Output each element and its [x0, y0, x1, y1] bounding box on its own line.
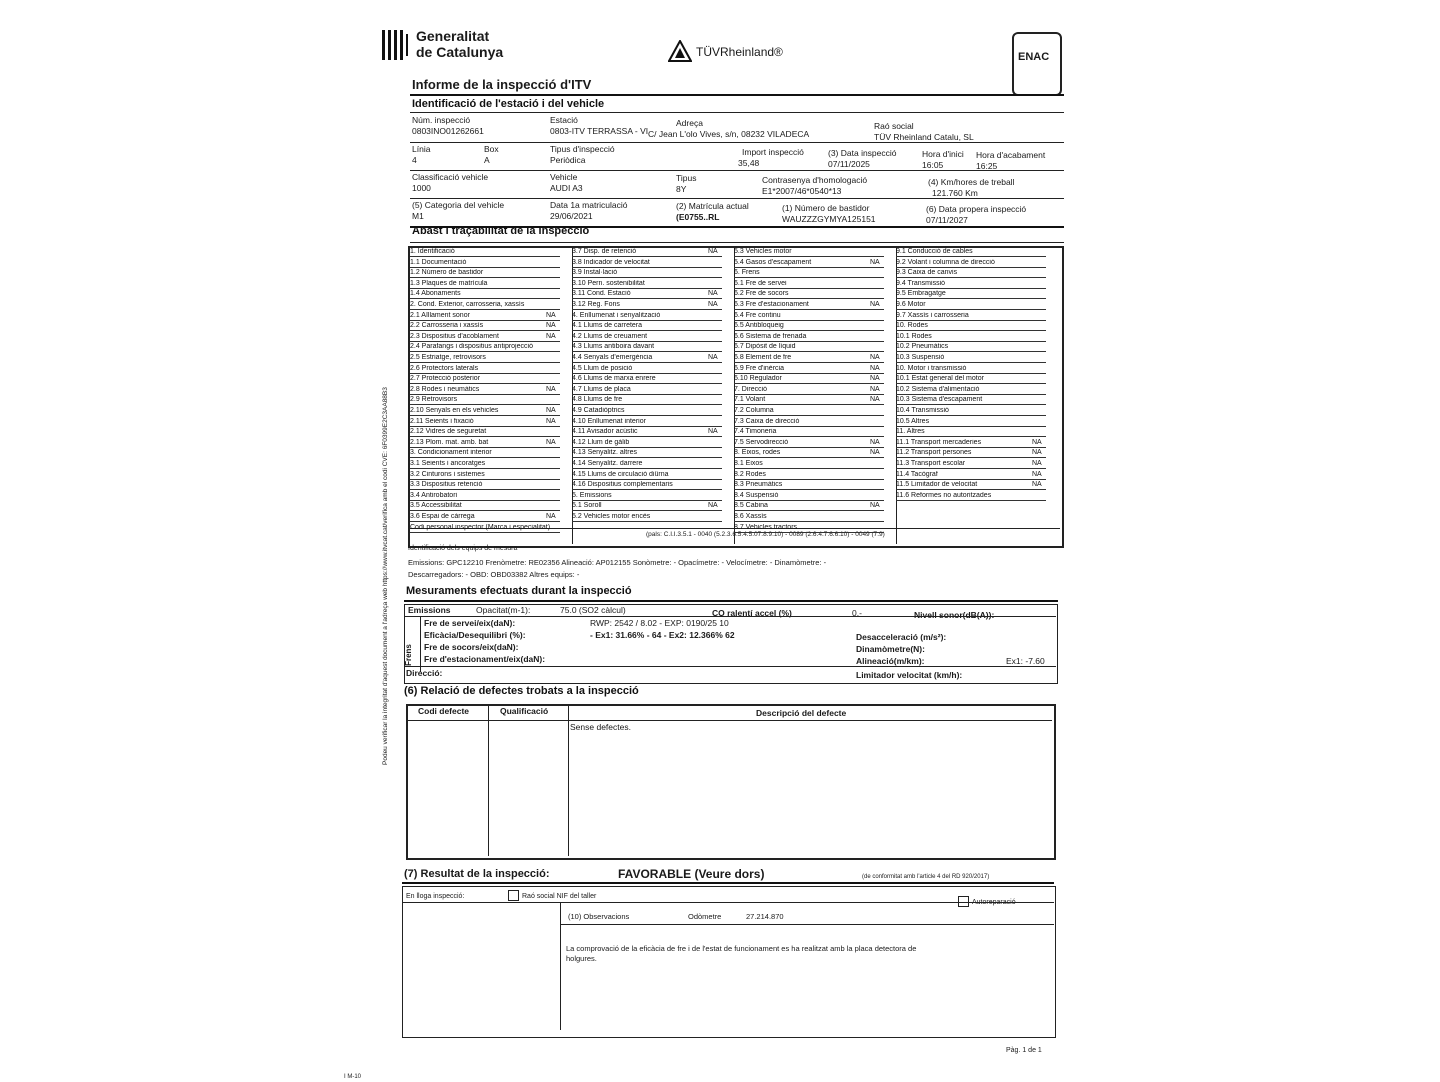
- itv-report-page: [344, 20, 1066, 1080]
- abast-item: 10. Motor i transmissió: [896, 365, 1046, 374]
- abast-item: 10.4 Transmissió: [896, 407, 1046, 416]
- vehicle-value: AUDI A3: [550, 183, 583, 193]
- abast-item: 4.3 Llums antiboira davant: [572, 343, 722, 352]
- co-label: CO ralentí accel (%): [712, 608, 792, 618]
- fre-servei-label: Fre de servei/eix(daN):: [424, 618, 516, 628]
- na-mark: NA: [546, 322, 556, 330]
- col-qualificacio: Qualificació: [500, 706, 549, 716]
- opacitat-label: Opacitat(m-1):: [476, 605, 531, 615]
- tipus-veh-value: 8Y: [676, 184, 687, 194]
- opacitat-value: 75.0 (SO2 càlcul): [560, 605, 626, 615]
- na-mark: NA: [546, 407, 556, 414]
- abast-item: 6.8 Element de fre: [734, 354, 884, 363]
- abast-item: 2.13 Plom. mat. amb. bat: [410, 439, 560, 448]
- abast-item: 4.10 Enllumenat interior: [572, 418, 722, 427]
- abast-item: 11.3 Transport escolar: [896, 460, 1046, 469]
- abast-item: 4.4 Senyals d'emergència: [572, 354, 722, 363]
- abast-item: 10.3 Sistema d'escapament: [896, 396, 1046, 405]
- na-mark: NA: [708, 428, 718, 436]
- classif-value: 1000: [412, 183, 431, 193]
- raosocial-taller-label: Raó social NIF del taller: [522, 893, 597, 900]
- hora-inici-value: 16:05: [922, 160, 944, 170]
- footer-code: I M-10: [344, 1074, 362, 1080]
- fre-servei-value: RWP: 2542 / 8.02 - EXP: 0190/25 10: [590, 618, 729, 628]
- adreca-label: Adreça: [676, 118, 703, 128]
- abast-item: 4.1 Llums de carretera: [572, 322, 722, 331]
- abast-item: 3.1 Seients i ancoratges: [410, 460, 560, 469]
- na-mark: NA: [708, 502, 718, 510]
- abast-item: 4.9 Catadiòptrics: [572, 407, 722, 416]
- abast-item: 9.1 Conducció de cables: [896, 248, 1046, 257]
- enac-seal: [1012, 32, 1062, 96]
- odometre-value: 27.214.870: [746, 912, 784, 921]
- abast-item: 9.7 Xassís i carrosseria: [896, 312, 1046, 321]
- abast-item: 4.15 Llums de circulació diürna: [572, 471, 722, 480]
- bastidor-value: WAUZZZGYMYA125151: [782, 214, 876, 224]
- abast-item: 2.4 Parafangs i dispositius antiprojecció: [410, 343, 560, 352]
- velocitat-label: Limitador velocitat (km/h):: [856, 670, 963, 680]
- abast-item: 4.8 Llums de fre: [572, 396, 722, 405]
- org-name-line2: de Catalunya: [416, 44, 504, 60]
- categoria-value: M1: [412, 211, 424, 221]
- resultat-label: (7) Resultat de la inspecció:: [404, 868, 550, 880]
- section-identificacio: Identificació de l'estació i del vehicle: [412, 98, 605, 110]
- col-codi-defecte: Codi defecte: [418, 706, 470, 716]
- abast-item: 2.2 Carrosseria i xassís: [410, 322, 560, 331]
- adreca-value: C/ Jean L'olo Vives, s/n, 08232 VILADECA: [648, 129, 810, 139]
- abast-item: 3.8 Indicador de velocitat: [572, 259, 722, 268]
- abast-item: 1.2 Número de bastidor: [410, 269, 560, 278]
- na-mark: NA: [870, 258, 880, 266]
- abast-item: 1.1 Documentació: [410, 259, 560, 268]
- abast-item: 6.10 Regulador: [734, 375, 884, 384]
- abast-item: 7.4 Timoneria: [734, 428, 884, 437]
- km-value: 121.760 Km: [932, 188, 978, 198]
- linia-label: Línia: [412, 144, 431, 154]
- tuv-triangle-icon: [668, 40, 692, 62]
- raosocial-value: TÜV Rheinland Catalu, SL: [874, 132, 974, 142]
- box-value: A: [484, 155, 490, 165]
- matric-date-value: 29/06/2021: [550, 211, 593, 221]
- abast-item: 5. Emissions: [572, 492, 722, 501]
- na-mark: NA: [546, 332, 556, 340]
- abast-item: 4.12 Llum de gàlib: [572, 439, 722, 448]
- abast-item: 10.2 Sistema d'alimentació: [896, 386, 1046, 395]
- contrasenya-label: Contrasenya d'homologació: [762, 175, 868, 185]
- abast-item: 6.9 Fre d'inèrcia: [734, 365, 884, 374]
- enac-logo-text: ENAC: [1018, 51, 1050, 63]
- abast-item: 2.3 Dispositius d'acoblament: [410, 333, 560, 342]
- num-insp-value: 0803INO01262661: [412, 126, 484, 136]
- co-value: 0.-: [852, 608, 862, 618]
- abast-item: 10.1 Estat general del motor: [896, 375, 1046, 384]
- num-insp-label: Núm. inspecció: [412, 115, 471, 125]
- import-value: 35,48: [738, 158, 760, 168]
- abast-item: 9.4 Transmissió: [896, 280, 1046, 289]
- abast-item: 8.5 Cabina: [734, 502, 884, 511]
- abast-item: 3.12 Reg. Fons: [572, 301, 722, 310]
- abast-item: 3.2 Cinturons i sistemes: [410, 471, 560, 480]
- abast-item: 6.5 Antibloqueig: [734, 322, 884, 331]
- socors-label: Fre de socors/eix(daN):: [424, 642, 519, 652]
- km-label: (4) Km/hores de treball: [928, 177, 1015, 187]
- col-descripcio: Descripció del defecte: [756, 708, 847, 718]
- na-mark: NA: [708, 301, 718, 308]
- abast-item: 11.5 Limitador de velocitat: [896, 481, 1046, 490]
- resultat-note: (de conformitat amb l'article 4 del RD 920/2017): [862, 874, 990, 880]
- tipus-insp-label: Tipus d'inspecció: [550, 144, 615, 154]
- signatura-label: En lloga inspecció:: [406, 893, 465, 900]
- abast-item: 3.9 Instal·lació: [572, 269, 722, 278]
- tipus-veh-label: Tipus: [676, 173, 697, 183]
- na-mark: NA: [546, 513, 556, 520]
- abast-item: 6.2 Fre de socors: [734, 290, 884, 299]
- abast-item: 3.11 Cond. Estació: [572, 290, 722, 299]
- abast-item: 3.7 Disp. de retenció: [572, 248, 722, 257]
- abast-item: 4.16 Dispositius complementaris: [572, 481, 722, 490]
- emissions-label: Emissions: [408, 605, 451, 615]
- na-mark: NA: [1032, 449, 1042, 457]
- propera-label: (6) Data propera inspecció: [926, 204, 1027, 214]
- na-mark: NA: [708, 290, 718, 298]
- na-mark: NA: [546, 417, 556, 425]
- generalitat-logo: [380, 28, 410, 62]
- observacions-text-2: holgures.: [566, 954, 597, 963]
- direccio-label: Direcció:: [406, 668, 443, 678]
- abast-item: 8.6 Xassís: [734, 513, 884, 522]
- na-mark: NA: [708, 354, 718, 361]
- abast-item: 8.1 Eixos: [734, 460, 884, 469]
- abast-item: 4.5 Llum de posició: [572, 365, 722, 374]
- abast-item: 3.4 Antirobatori: [410, 492, 560, 501]
- na-mark: NA: [546, 438, 556, 446]
- abast-item: 4.11 Avisador acústic: [572, 428, 722, 437]
- abast-item: 2.10 Senyals en els vehicles: [410, 407, 560, 416]
- abast-item: 9.3 Caixa de canvis: [896, 269, 1046, 278]
- abast-item: 1. Identificació: [410, 248, 560, 257]
- abast-item: 9.5 Embragatge: [896, 290, 1046, 299]
- raosocial-label: Raó social: [874, 121, 914, 131]
- matricula-value: (E0755..RL: [676, 212, 720, 222]
- propera-value: 07/11/2027: [926, 215, 968, 225]
- abast-item: 10.2 Pneumàtics: [896, 343, 1046, 352]
- na-mark: NA: [870, 301, 880, 308]
- signatura-box: [402, 886, 1056, 1038]
- data-insp-value: 07/11/2025: [828, 159, 870, 169]
- abast-item: 2.6 Protectors laterals: [410, 365, 560, 374]
- estacio-value: 0803-ITV TERRASSA - VI: [550, 126, 649, 136]
- resultat-value: FAVORABLE (Veure dors): [618, 867, 765, 881]
- abast-item: 6.4 Fre continu: [734, 312, 884, 321]
- categoria-label: (5) Categoria del vehicle: [412, 200, 505, 210]
- raosocial-checkbox[interactable]: [508, 890, 519, 901]
- abast-item: 5.2 Vehicles motor encès: [572, 513, 722, 522]
- abast-item: 8.7 Vehicles tractors: [734, 524, 884, 533]
- na-mark: NA: [870, 396, 880, 404]
- abast-item: 8. Eixos, rodes: [734, 449, 884, 458]
- abast-item: 6.3 Fre d'estacionament: [734, 301, 884, 310]
- abast-item: 4.2 Llums de creuament: [572, 333, 722, 342]
- abast-item: 4. Enllumenat i senyalització: [572, 312, 722, 321]
- abast-item: 11. Altres: [896, 428, 1046, 437]
- abast-item: 4.13 Senyalitz. altres: [572, 449, 722, 458]
- na-mark: NA: [870, 354, 880, 361]
- abast-item: 8.3 Pneumàtics: [734, 481, 884, 490]
- alin-label: Alineació(m/km):: [856, 656, 925, 666]
- hora-inici-label: Hora d'inici: [922, 149, 964, 159]
- matricula-label: (2) Matrícula actual: [676, 201, 749, 211]
- na-mark: NA: [870, 364, 880, 372]
- abast-item: 6. Frens: [734, 269, 884, 278]
- equip-line-1: Emissions: GPC12210 Frenòmetre: RE02356 Alineació: AP012155 Sonòmetre: - Opacímetre: - Velocímetre: - Dinamòmetre: -: [408, 558, 827, 567]
- abast-item: 10.5 Altres: [896, 418, 1046, 427]
- equip-line-2: Descarregadors: - OBD: OBD03382 Altres equips: -: [408, 570, 580, 579]
- document-title: Informe de la inspecció d'ITV: [412, 77, 592, 92]
- abast-item: 1.3 Plaques de matrícula: [410, 280, 560, 289]
- na-mark: NA: [708, 248, 718, 255]
- abast-item: 6.6 Sistema de frenada: [734, 333, 884, 342]
- alin-value: Ex1: -7.60: [1006, 656, 1045, 666]
- abast-item: 5.3 Vehicles motor: [734, 248, 884, 257]
- estacio-label: Estació: [550, 115, 578, 125]
- autoreparacio-label: Autoreparació: [972, 899, 1016, 906]
- na-mark: NA: [1032, 470, 1042, 478]
- abast-item: 11.2 Transport persones: [896, 449, 1046, 458]
- abast-item: 6.1 Fre de servei: [734, 280, 884, 289]
- sonor-label: Nivell sonor(dB(A)):: [914, 610, 995, 620]
- trace-line: (pals: C.I.I.3.5.1 - 0040 (5.2.3.6.5.4.5.07.8.9.10) - 0089 (2.6.4.7.6.6.10) - 0049 (7.9): [646, 531, 885, 538]
- observacions-text-1: La comprovació de la eficàcia de fre i de l'estat de funcionament es ha realitzat amb la placa detectora de: [566, 944, 917, 953]
- abast-item: 2.11 Seients i fixació: [410, 418, 560, 427]
- frens-label: Frens: [403, 644, 413, 666]
- org-name-line1: Generalitat: [416, 28, 490, 44]
- abast-item: 2.5 Estriatge, retrovisors: [410, 354, 560, 363]
- box-label: Box: [484, 144, 499, 154]
- abast-item: 3.3 Dispositius retenció: [410, 481, 560, 490]
- abast-item: 7.5 Servodirecció: [734, 439, 884, 448]
- abast-item: 2.9 Retrovisors: [410, 396, 560, 405]
- abast-item: 6.7 Dipòsit de líquid: [734, 343, 884, 352]
- abast-item: 2. Cond. Exterior, carrosseria, xassís: [410, 301, 560, 310]
- abast-item: 10.3 Suspensió: [896, 354, 1046, 363]
- na-mark: NA: [546, 311, 556, 319]
- contrasenya-value: E1*2007/46*0540*13: [762, 186, 842, 196]
- defectes-table: [406, 704, 1056, 860]
- linia-value: 4: [412, 155, 417, 165]
- abast-item: 1.4 Abonaments: [410, 290, 560, 299]
- desacc-label: Desacceleració (m/s²):: [856, 632, 947, 642]
- estac-label: Fre d'estacionament/eix(daN):: [424, 654, 546, 664]
- abast-item: 10. Rodes: [896, 322, 1046, 331]
- abast-item: 4.6 Llums de marxa enrere: [572, 375, 722, 384]
- abast-item: 10.1 Rodes: [896, 333, 1046, 342]
- abast-item: Codi personal inspector (Marca i especialitat): [410, 524, 560, 533]
- eficacia-label: Eficàcia/Desequilibri (%):: [424, 630, 526, 640]
- abast-item: 4.14 Senyalitz. darrere: [572, 460, 722, 469]
- na-mark: NA: [1032, 438, 1042, 446]
- eficacia-value: - Ex1: 31.66% - 64 - Ex2: 12.366% 62: [590, 630, 735, 640]
- abast-item: 11.6 Reformes no autoritzades: [896, 492, 1046, 501]
- abast-item: 3.5 Accessibilitat: [410, 502, 560, 511]
- abast-item: 2.1 Aïllament sonor: [410, 312, 560, 321]
- abast-item: 3.6 Espai de càrrega: [410, 513, 560, 522]
- side-verification-text: Podeu verificar la integritat d'aquest document a l'adreça web https://www.itvcat.cat/verifica amb el codi CVE: 6F0399E2C3AA88B3: [382, 387, 389, 765]
- tuv-logo-text: TÜVRheinland®: [696, 45, 783, 59]
- na-mark: NA: [870, 438, 880, 446]
- section-mesures: Mesuraments efectuats durant la inspecció: [406, 585, 632, 597]
- abast-item: 2.12 Vidres de seguretat: [410, 428, 560, 437]
- na-mark: NA: [870, 375, 880, 383]
- section-abast: Abast i traçabilitat de la inspecció: [412, 225, 590, 237]
- abast-item: 7.1 Volant: [734, 396, 884, 405]
- na-mark: NA: [546, 385, 556, 393]
- na-mark: NA: [870, 502, 880, 510]
- equip-label: Identificació dels equips de mesura: [408, 545, 518, 552]
- abast-item: 7.3 Caixa de direcció: [734, 418, 884, 427]
- abast-item: 7.2 Columna: [734, 407, 884, 416]
- abast-item: 2.8 Rodes i neumàtics: [410, 386, 560, 395]
- classif-label: Classificació vehicle: [412, 172, 489, 182]
- import-label: Import inspecció: [742, 147, 804, 157]
- abast-item: 9.6 Motor: [896, 301, 1046, 310]
- data-insp-label: (3) Data inspecció: [828, 148, 897, 158]
- vehicle-label: Vehicle: [550, 172, 578, 182]
- abast-item: 11.1 Transport mercaderies: [896, 439, 1046, 448]
- abast-item: 4.7 Llums de placa: [572, 386, 722, 395]
- tipus-insp-value: Periòdica: [550, 155, 586, 165]
- matric-date-label: Data 1a matriculació: [550, 200, 628, 210]
- abast-item: 5.4 Gasos d'escapament: [734, 259, 884, 268]
- section-defectes: (6) Relació de defectes trobats a la inspecció: [404, 685, 639, 697]
- abast-item: 9.2 Volant i columna de direcció: [896, 259, 1046, 268]
- odometre-label: Odòmetre: [688, 912, 722, 921]
- dinam-label: Dinamòmetre(N):: [856, 644, 925, 654]
- hora-acab-value: 16:25: [976, 161, 998, 171]
- na-mark: NA: [1032, 481, 1042, 489]
- observacions-label: (10) Observacions: [568, 912, 630, 921]
- abast-item: 2.7 Protecció posterior: [410, 375, 560, 384]
- na-mark: NA: [870, 449, 880, 457]
- defectes-row-text: Sense defectes.: [570, 722, 631, 732]
- na-mark: NA: [870, 385, 880, 393]
- hora-acab-label: Hora d'acabament: [976, 150, 1046, 160]
- abast-item: 5.1 Soroll: [572, 502, 722, 511]
- abast-item: 8.4 Suspensió: [734, 492, 884, 501]
- page-number: Pàg. 1 de 1: [1006, 1047, 1042, 1054]
- abast-item: 8.2 Rodes: [734, 471, 884, 480]
- abast-item: 7. Direcció: [734, 386, 884, 395]
- na-mark: NA: [1032, 460, 1042, 467]
- abast-item: 11.4 Tacògraf: [896, 471, 1046, 480]
- bastidor-label: (1) Número de bastidor: [782, 203, 870, 213]
- abast-item: 3. Condicionament interior: [410, 449, 560, 458]
- abast-item: 3.10 Pern. sostenibilitat: [572, 280, 722, 289]
